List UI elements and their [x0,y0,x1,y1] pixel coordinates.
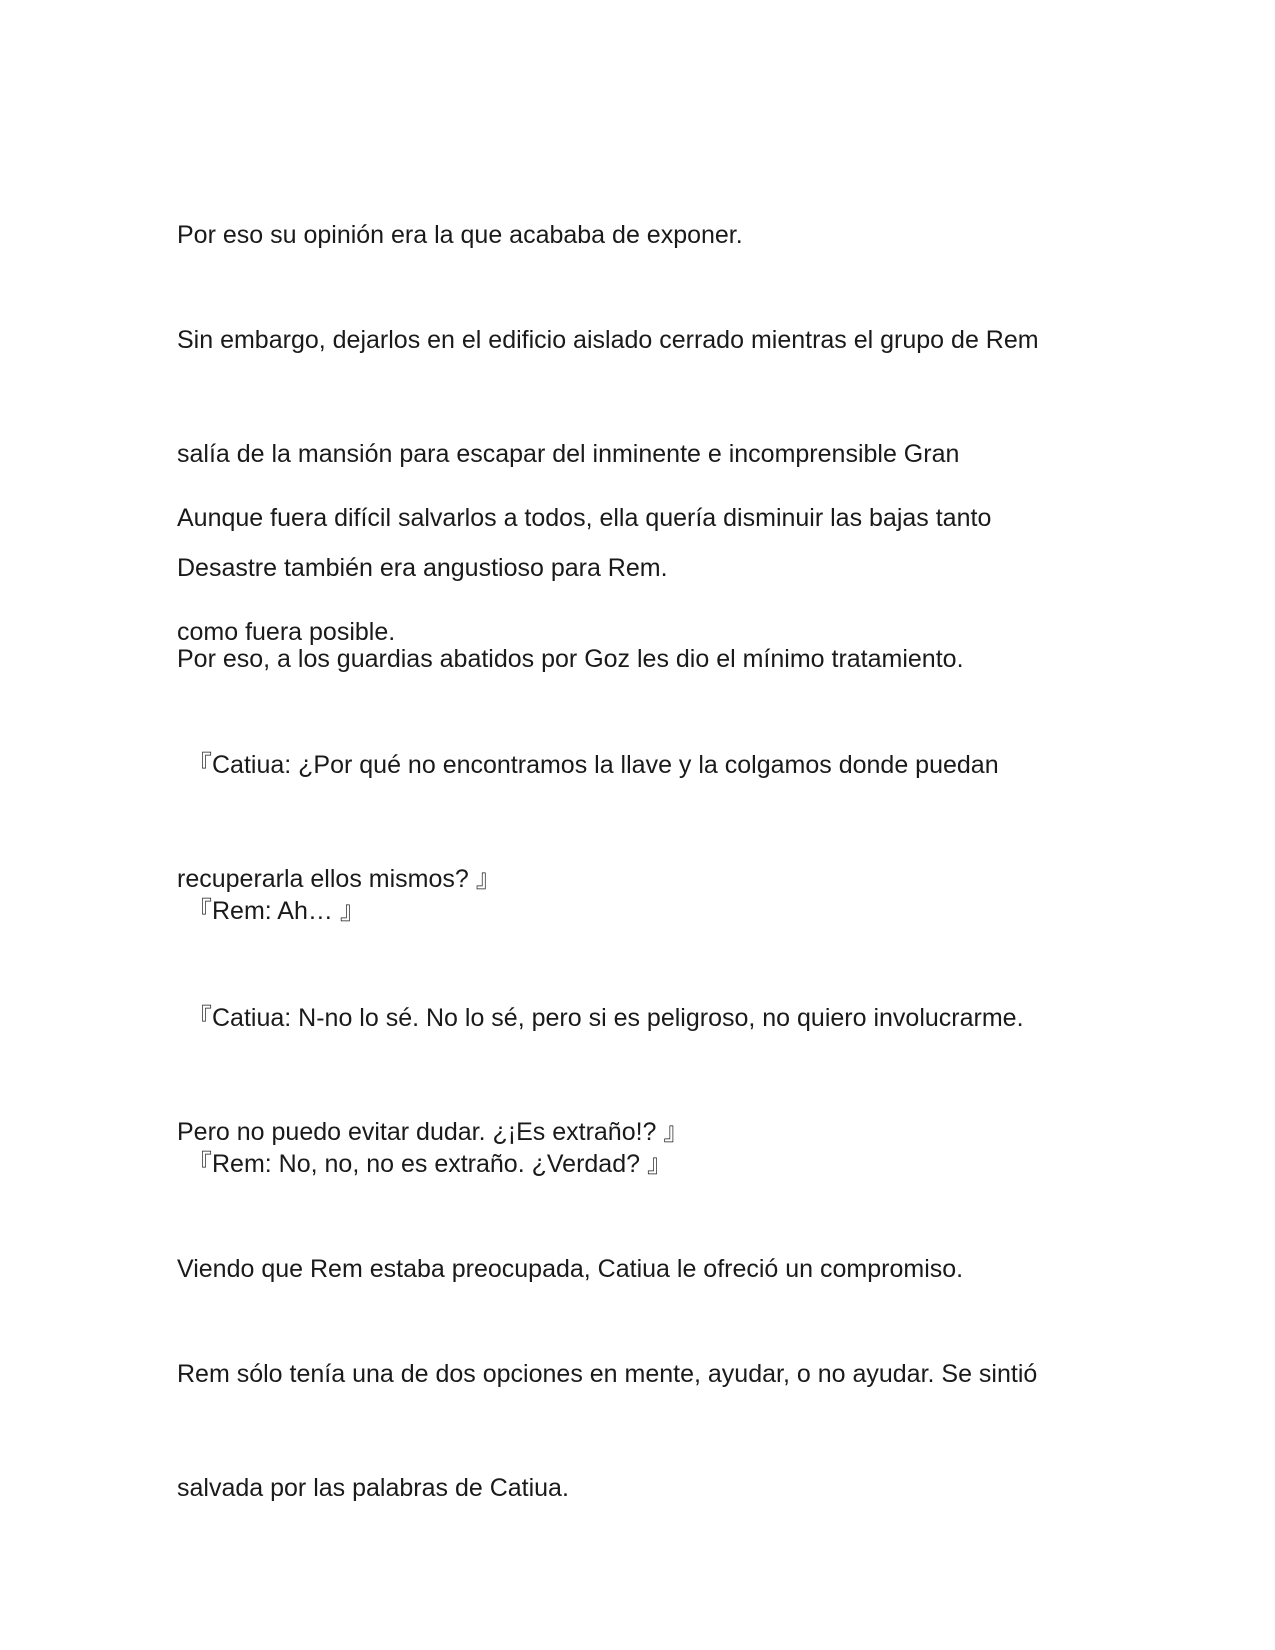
paragraph-line: Sin embargo, dejarlos en el edificio aislado cerrado mientras el grupo de Rem [177,326,1039,354]
paragraph-10 [177,1279,1107,1583]
dialogue-line: Pero no puedo evitar dudar. ¿¡Es extraño!? 』 [177,1118,689,1146]
paragraph-line: Por eso su opinión era la que acababa de exponer. [177,221,743,249]
dialogue-line: 『Catiua: N-no lo sé. No lo sé, pero si es peligroso, no quiero involucrarme. [187,1004,1024,1032]
paragraph-line: Rem sólo tenía una de dos opciones en mente, ayudar, o no ayudar. Se sintió [177,1360,1038,1388]
paragraph-line: Desastre también era angustioso para Rem. [177,554,668,582]
paragraph-line: como fuera posible. [177,618,396,646]
paragraph-line: salvada por las palabras de Catiua. [177,1474,569,1502]
paragraph-line: Viendo que Rem estaba preocupada, Catiua le ofreció un compromiso. [177,1255,964,1283]
dialogue-line: 『Rem: Ah… 』 [187,897,365,925]
dialogue-line: recuperarla ellos mismos? 』 [177,865,501,893]
paragraph-line: Aunque fuera difícil salvarlos a todos, ella quería disminuir las bajas tanto [177,504,992,532]
dialogue-line: 『Rem: No, no, no es extraño. ¿Verdad? 』 [187,1150,672,1178]
paragraph-line: salía de la mansión para escapar del inminente e incomprensible Gran [177,440,960,468]
paragraph-line: Por eso, a los guardias abatidos por Goz les dio el mínimo tratamiento. [177,645,964,673]
dialogue-line: 『Catiua: ¿Por qué no encontramos la llave y la colgamos donde puedan [187,751,999,779]
